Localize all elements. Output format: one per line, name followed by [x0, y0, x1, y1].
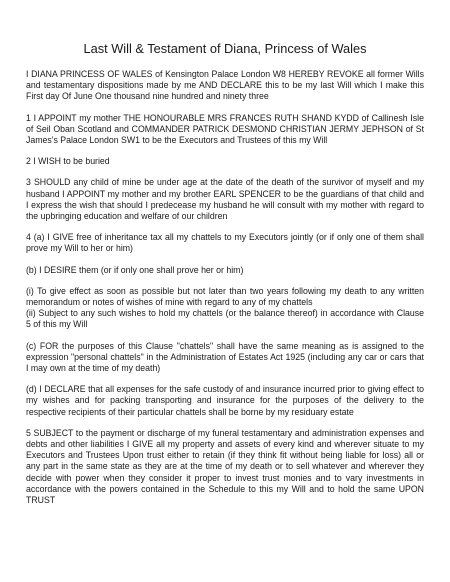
paragraph-clause-4b-subclauses: (i) To give effect as soon as possible but not later than two years following my death to any written memorandum or notes of wishes of mine with regard to any of my chattels (ii) Subject to any such wishes to hold my chattels (or the balance thereof) in accordance with Clause 5 of this my Will: [26, 285, 424, 330]
paragraph-clause-1-executors: 1 I APPOINT my mother THE HONOURABLE MRS FRANCES RUTH SHAND KYDD of Callinesh Isle of Seil Oban Scotland and COMMANDER PATRICK DESMOND CHRISTIAN JERMY JEPHSON of St James's Palace London SW1 to be the Executors and Trustees of this my Will: [26, 112, 424, 146]
paragraph-revocation: I DIANA PRINCESS OF WALES of Kensington Palace London W8 HEREBY REVOKE all former Wills and testamentary dispositions made by me AND DECLARE this to be my last Will which I make this First day Of June One thousand nine hundred and ninety three: [26, 69, 424, 102]
paragraph-clause-4c-definition: (c) FOR the purposes of this Clause "chattels" shall have the same meaning as is assigned to the expression "personal chattels" in the Administration of Estates Act 1925 (including any car or cars that I may own at the time of my death): [26, 340, 424, 374]
paragraph-clause-3-guardians: 3 SHOULD any child of mine be under age at the date of the death of the survivor of myself and my husband I APPOINT my mother and my brother EARL SPENCER to be the guardians of that child and I express the wish that should I predecease my husband he will consult with my mother with regard to the upbringing education and welfare of our children: [26, 177, 424, 222]
paragraph-clause-4b-desire: (b) I DESIRE them (or if only one shall prove her or him): [26, 264, 244, 275]
paragraph-clause-4d-expenses: (d) I DECLARE that all expenses for the safe custody of and insurance incurred prior to giving effect to my wishes and for packing transporting and insurance for the purposes of the delivery to the respective recipients of their particular chattels shall be borne by my residuary estate: [26, 384, 424, 417]
paragraph-clause-2-burial: 2 I WISH to be buried: [26, 156, 110, 167]
paragraph-clause-4a-chattels: 4 (a) I GIVE free of inheritance tax all my chattels to my Executors jointly (or if only one of them shall prove my Will to her or him): [26, 232, 424, 254]
paragraph-clause-5-residuary: 5 SUBJECT to the payment or discharge of my funeral testamentary and administration expenses and debts and other liabilities I GIVE all my property and assets of every kind and wherever situate to my Executors and Trustees Upon trust either to retain (if they think fit without being liable for loss) all or any part in the same state as they are at the time of my death or to sell whatever and wherever they decide with power when they consider it proper to invest trust monies and to vary investments in accordance with the powers contained in the Schedule to this my Will and to hold the same UPON TRUST: [26, 427, 424, 506]
document-title: Last Will & Testament of Diana, Princess of Wales: [83, 41, 367, 56]
